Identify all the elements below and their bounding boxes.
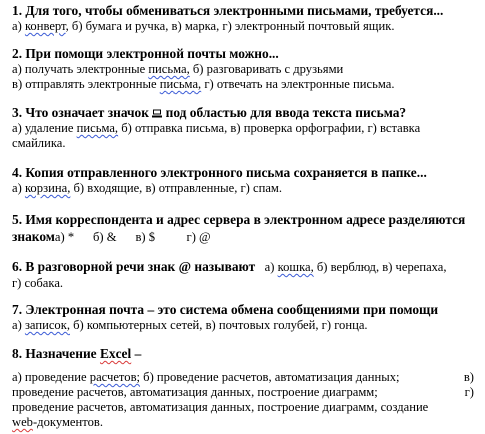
- question-title: 2. При помощи электронной почты можно...: [12, 46, 279, 61]
- answer-line: [12, 136, 474, 151]
- spellcheck-word: письма,: [76, 121, 119, 135]
- answer-text: б) разговаривать с друзьями: [189, 62, 344, 76]
- answer-line: проведение расчетов, автоматизация данных, построение диаграмм, создание: [12, 400, 429, 414]
- answer-line: [12, 19, 474, 34]
- answer-text: а) проведение: [12, 370, 90, 384]
- question-2: [12, 46, 474, 92]
- answer-text: [255, 260, 264, 274]
- answer-text: г): [464, 385, 474, 399]
- answer-text: проведение расчетов, автоматизация данных, построение диаграмм;: [12, 385, 378, 399]
- answer-text: , б) бумага и ручка, в) марка, г) электронный почтовый ящик.: [65, 19, 395, 33]
- answer-line: г) собака.: [12, 276, 64, 290]
- answer-line: [12, 258, 474, 276]
- spacer: [12, 362, 474, 370]
- spellcheck-word: Excel: [99, 346, 132, 361]
- answer-line: [12, 77, 474, 92]
- question-1: [12, 3, 474, 34]
- answer-text: а): [12, 19, 25, 33]
- answer-text: смайлика.: [12, 136, 66, 150]
- answer-line: [12, 228, 474, 246]
- question-title-part: 8. Назначение: [12, 346, 100, 361]
- question-title: 7. Электронная почта – это система обмена сообщениями при помощи: [12, 302, 439, 317]
- question-3: [12, 105, 474, 151]
- question-title-part: под областью для ввода текста письма?: [162, 105, 407, 120]
- question-7: [12, 302, 474, 333]
- answer-text: а): [264, 260, 278, 274]
- answer-text: б) отправка письма, в) проверка орфографии, г) вставка: [118, 121, 421, 135]
- question-title: 5. Имя корреспондента и адрес сервера в электронном адресе разделяются: [12, 212, 466, 227]
- question-5: [12, 212, 474, 246]
- answer-text: а) получать электронные: [12, 62, 149, 76]
- question-title-part: –: [131, 346, 142, 361]
- spellcheck-word: кошка,: [277, 260, 314, 274]
- answer-text: в) отправлять электронные: [12, 77, 160, 91]
- question-title: 6. В разговорной речи знак @ называют: [12, 259, 256, 274]
- question-4: [12, 165, 474, 196]
- question-6: [12, 258, 474, 291]
- answer-line: [12, 385, 474, 400]
- answer-text: г) отвечать на электронные письма.: [201, 77, 395, 91]
- question-title: [12, 105, 474, 121]
- answer-text: а) удаление: [12, 121, 77, 135]
- question-title: 4. Копия отправленного электронного письма сохраняется в папке...: [12, 165, 427, 180]
- answer-text: б) верблюд, в) черепаха,: [313, 260, 447, 274]
- answer-text: а): [12, 181, 25, 195]
- spellcheck-word: записок,: [24, 318, 70, 332]
- question-8: [12, 346, 474, 430]
- spellcheck-word: письма,: [148, 62, 190, 76]
- spellcheck-word: корзина,: [24, 181, 71, 195]
- answer-line: [12, 181, 474, 196]
- answer-text: в): [463, 370, 474, 384]
- spellcheck-word: письма,: [159, 77, 202, 91]
- answer-text: б) входящие, в) отправленные, г) спам.: [70, 181, 283, 195]
- answer-options: а) * б) & в) $ г) @: [54, 230, 211, 244]
- answer-text: б) компьютерных сетей, в) почтовых голубей, г) гонца.: [69, 318, 368, 332]
- answer-text: -документов.: [32, 415, 103, 429]
- question-title-part: знаком: [12, 229, 55, 244]
- answer-text: б) проведение расчетов, автоматизация данных;: [140, 370, 400, 384]
- answer-line: [12, 62, 474, 77]
- spellcheck-word: web: [12, 415, 33, 429]
- question-title: 1. Для того, чтобы обмениваться электронными письмами, требуется...: [12, 3, 444, 18]
- answer-text: а): [12, 318, 25, 332]
- question-title-part: 3. Что означает значок: [12, 105, 153, 120]
- spellcheck-word: расчетов;: [89, 370, 141, 384]
- question-title: [12, 346, 474, 362]
- keyboard-icon: [152, 109, 162, 118]
- answer-line: [12, 370, 474, 385]
- answer-line: [12, 318, 474, 333]
- answer-line: [12, 415, 474, 430]
- spellcheck-word: конверт: [24, 19, 66, 33]
- answer-line: [12, 121, 474, 136]
